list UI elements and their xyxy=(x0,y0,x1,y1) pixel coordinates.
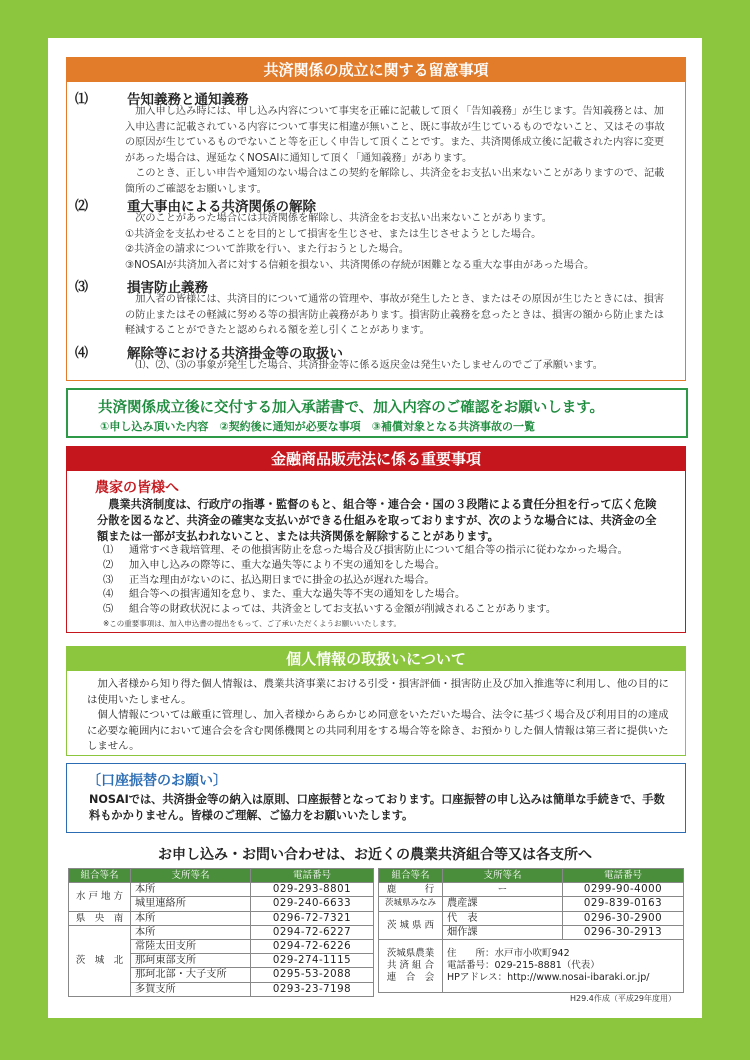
item-paragraph: 次のことがあった場合には共済関係を解除し、共済金をお支払い出来ないことがあります。 xyxy=(135,213,552,224)
item-paragraph: このとき、正しい申告や通知のない場合はこの契約を解除し、共済金をお支払い出来ないことがありますので、記載箇所のご確認をお願いします。 xyxy=(125,168,665,195)
privacy-paragraph: 個人情報については厳重に管理し、加入者様からあらかじめ同意をいただいた場合、法令に基づく場合及び利用目的の達成に必要な範囲内において連合会を含む関係機関との共同利用をする場合等を除き、お預かりした個人情報は第三者に提供いたしません。 xyxy=(87,709,669,753)
table-row: 県 央 南 本所 0296-72-7321 xyxy=(69,911,374,925)
table-row: 那珂東部支所 029-274-1115 xyxy=(69,954,374,968)
certificate-confirmation-box xyxy=(66,388,688,438)
section-title: 共済関係の成立に関する留意事項 xyxy=(67,58,685,82)
address-line: 住 所：水戸市小吹町942 xyxy=(447,947,570,959)
privacy-body xyxy=(87,677,672,755)
footer-note: H29.4作成（平成29年度用） xyxy=(570,994,677,1003)
table-row: 那珂北部・大子支所 0295-53-2088 xyxy=(69,968,374,982)
privacy-paragraph: 加入者様から知り得た個人情報は、農業共済事業における引受・損害評価・損害防止及び加入推進等に利用し、他の目的には使用いたしません。 xyxy=(87,678,669,706)
mutual-aid-notes-section xyxy=(66,57,686,381)
item-paragraph: 加入者の皆様には、共済目的について通常の管理や、事故が発生したとき、またはその原因が生じたときには、損害の防止またはその軽減に努める等の損害防止義務があります。損害防止義務を怠ったときは、損害の額から防止または軽減することができたと認められる額を差し引くことがあります。 xyxy=(125,294,665,337)
item-paragraph: ①共済金を支払わせることを目的として損害を生じさせ、または生じさせようとした場合。 xyxy=(125,228,542,240)
item-body xyxy=(125,104,670,198)
table-row: 畑作課 0296-30-2913 xyxy=(379,925,684,939)
homepage-link[interactable]: HPアドレス：http://www.nosai-ibaraki.or.jp/ xyxy=(447,971,650,983)
financial-law-section xyxy=(66,446,686,633)
item-body xyxy=(125,358,670,374)
contact-title: お申し込み・お問い合わせは、お近くの農業共済組合等又は各支所へ xyxy=(158,847,592,863)
item-number: ⑷ xyxy=(75,346,89,361)
confirmation-title: 共済関係成立後に交付する加入承諾書で、加入内容のご確認をお願いします。 xyxy=(98,400,605,416)
item-body xyxy=(125,211,670,273)
list-item: ⑵ 加入申し込みの際等に、重大な過失等により不実の通知をした場合。 xyxy=(103,559,445,571)
lead-paragraph: 農業共済制度は、行政庁の指導・監督のもと、組合等・連合会・国の３段階による責任分担を行って広く危険分散を図るなど、共済金の確実な支払いができる仕組みを取っておりますが、次のような場合には、共済金の全額または一部が支払われないこと、または共済関係を解除することがあります。 xyxy=(97,498,657,543)
account-transfer-section xyxy=(66,763,686,833)
contact-table-left: 組合等名 支所等名 電話番号 水 戸 地 方 本所 029-293-8801 城里連絡所 029-240-6633 県 央 南 本所 0296-72-7321 茨 城 北 本所 0294-72-6227 常陸太田支所 0294-72-6226 那珂東部支所 029-274-1115 那珂北部・大子支所 0295-53-2088 多賀支所 0293-23-7198 xyxy=(68,868,374,997)
confirmation-list: ①申し込み頂いた内容 ②契約後に通知が必要な事項 ③補償対象となる共済事故の一覧 xyxy=(100,420,535,433)
greeting: 農家の皆様へ xyxy=(95,480,179,496)
item-title: 告知義務と通知義務 xyxy=(127,92,249,108)
item-title: 解除等における共済掛金等の取扱い xyxy=(127,346,343,362)
list-item: ⑷ 組合等への損害通知を怠り、また、重大な過失等不実の通知をした場合。 xyxy=(103,589,466,601)
item-number: ⑵ xyxy=(75,199,89,214)
table-row: 茨城県みなみ 農産課 029-839-0163 xyxy=(379,897,684,911)
privacy-section xyxy=(66,646,686,756)
item-title: 損害防止義務 xyxy=(127,280,208,296)
item-title: 重大事由による共済関係の解除 xyxy=(127,199,316,215)
section-title: 金融商品販売法に係る重要事項 xyxy=(67,447,685,471)
item-paragraph: 加入申し込み時には、申し込み内容について事実を正確に記載して頂く「告知義務」が生じます。告知義務とは、加入申込書に記載されている内容について事実に相違が無いこと、既に事故が生じているものでないこと、又はその事故の原因が生じているものでないこと等を正しく申告して頂くことです。また、共済関係成立後に記載された内容に変更があった場合は、遅延なくNOSAIに通知して頂く「通知義務」があります。 xyxy=(125,106,665,164)
list-item: ⑸ 組合等の財政状況によっては、共済金としてお支払いする金額が削減されることがあります。 xyxy=(103,604,557,616)
table-row: 茨 城 北 本所 0294-72-6227 xyxy=(69,925,374,939)
item-paragraph: ②共済金の請求について詐欺を行い、また行おうとした場合。 xyxy=(125,244,409,256)
section-title: 〔口座振替のお願い〕 xyxy=(87,773,227,789)
list-item: ⑶ 正当な理由がないのに、払込期日までに掛金の払込が遅れた場合。 xyxy=(103,574,435,586)
table-row: 多賀支所 0293-23-7198 xyxy=(69,982,374,996)
list-item: ⑴ 通常すべき栽培管理、その他損害防止を怠った場合及び損害防止について組合等の指示に従わなかった場合。 xyxy=(103,545,628,556)
item-paragraph: ⑴、⑵、⑶の事象が発生した場合、共済掛金等に係る返戻金は発生いたしませんのでご了承願います。 xyxy=(135,360,603,371)
conditions-list xyxy=(103,544,673,618)
notes-item-1 xyxy=(75,88,675,195)
item-number: ⑴ xyxy=(75,92,89,107)
table-row: 茨 城 県 西 代 表 0296-30-2900 xyxy=(379,911,684,925)
contact-table-right: 組合等名 支所等名 電話番号 鹿 行 ー 0299-90-4000 茨城県みなみ 農産課 029-839-0163 茨 城 県 西 代 表 0296-30-2900 畑作課 0296-30-2913 茨城県農業 共 済 組 合 連 合 会 住 所：水戸市小吹町942 電話番号：029-215-8881（代表） HPアドレス：http://www.nosai-ibaraki.or.jp/ xyxy=(378,868,684,993)
table-row: 常陸太田支所 0294-72-6226 xyxy=(69,939,374,953)
item-paragraph: ③NOSAIが共済加入者に対する信頼を損ない、共済関係の存続が困難となる重大な事由があった場合。 xyxy=(125,259,595,271)
item-number: ⑶ xyxy=(75,280,89,295)
table-row: 水 戸 地 方 本所 029-293-8801 xyxy=(69,883,374,897)
phone-line: 電話番号：029-215-8881（代表） xyxy=(447,959,600,971)
table-row: 茨城県農業 共 済 組 合 連 合 会 住 所：水戸市小吹町942 電話番号：029-215-8881（代表） HPアドレス：http://www.nosai-ibaraki.or.jp/ xyxy=(379,939,684,992)
table-row: 鹿 行 ー 0299-90-4000 xyxy=(379,883,684,897)
section-title: 個人情報の取扱いについて xyxy=(67,647,685,671)
table-row: 城里連絡所 029-240-6633 xyxy=(69,897,374,911)
item-body xyxy=(125,292,670,339)
transfer-body: NOSAIでは、共済掛金等の納入は原則、口座振替となっております。口座振替の申し込みは簡単な手続きで、手数料もかかりません。皆様のご理解、ご協力をお願いいたします。 xyxy=(89,793,665,822)
note-text: ※この重要事項は、加入申込書の提出をもって、ご了承いただくようお願いいたします。 xyxy=(103,619,402,628)
